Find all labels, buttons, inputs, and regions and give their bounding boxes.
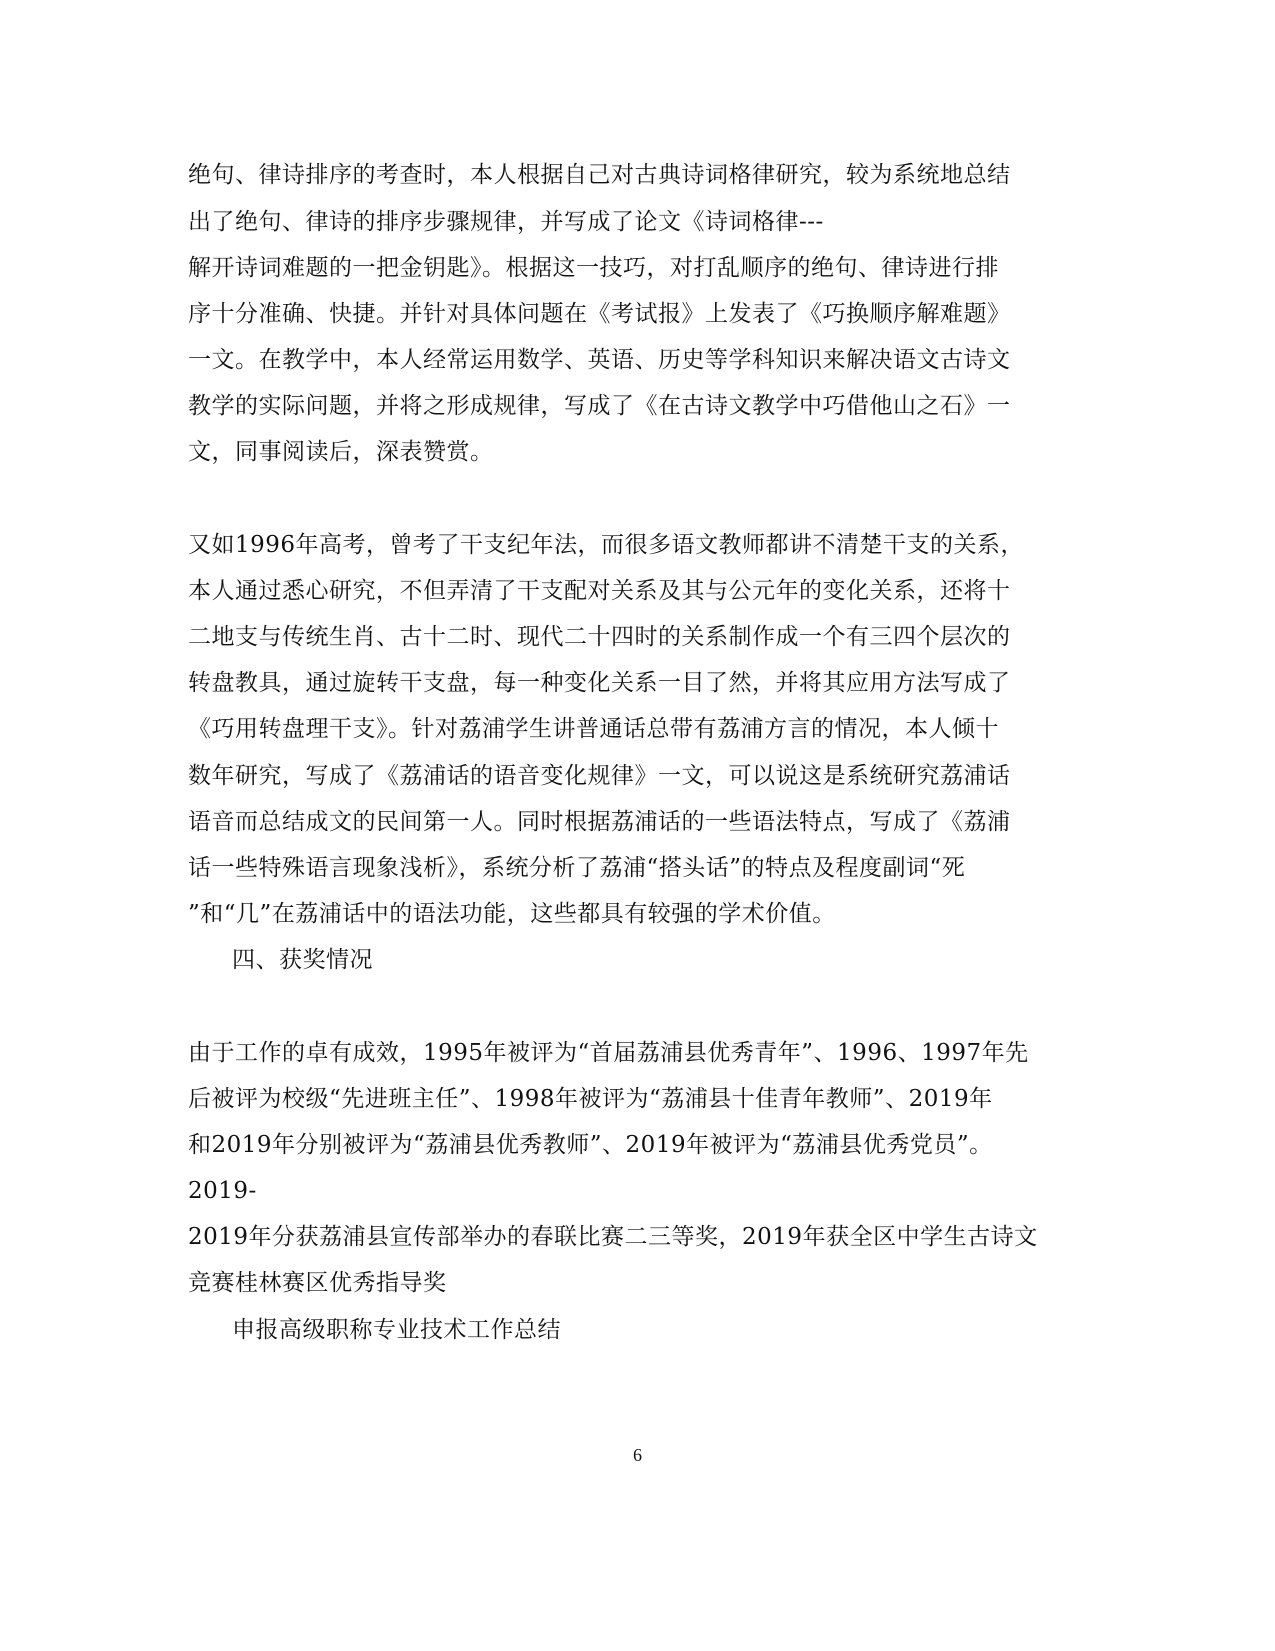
text-line: 由于工作的卓有成效，1995年被评为“首届荔浦县优秀青年”、1996、1997年先 bbox=[188, 1040, 1029, 1066]
text-line: 语音而总结成文的民间第一人。同时根据荔浦话的一些语法特点，写成了《荔浦 bbox=[188, 809, 1011, 835]
text-line: 一文。在教学中，本人经常运用数学、英语、历史等学科知识来解决语文古诗文 bbox=[188, 347, 1011, 373]
text-line: 二地支与传统生肖、古十二时、现代二十四时的关系制作成一个有三四个层次的 bbox=[188, 624, 1011, 650]
text-line: 后被评为校级“先进班主任”、1998年被评为“荔浦县十佳青年教师”、2019年 bbox=[188, 1086, 993, 1112]
text-line: 解开诗词难题的一把金钥匙》。根据这一技巧，对打乱顺序的绝句、律诗进行排 bbox=[188, 255, 999, 281]
text-line: 竞赛桂林赛区优秀指导奖 bbox=[188, 1270, 447, 1296]
text-line: 又如1996年高考，曾考了干支纪年法，而很多语文教师都讲不清楚干支的关系， bbox=[188, 532, 1025, 558]
text-line: 数年研究，写成了《荔浦话的语音变化规律》一文，可以说这是系统研究荔浦话 bbox=[188, 763, 1011, 789]
text-line: 和2019年分别被评为“荔浦县优秀教师”、2019年被评为“荔浦县优秀党员”。 bbox=[188, 1132, 993, 1158]
text-line: 绝句、律诗排序的考查时，本人根据自己对古典诗词格律研究，较为系统地总结 bbox=[188, 162, 1011, 188]
text-line: 《巧用转盘理干支》。针对荔浦学生讲普通话总带有荔浦方言的情况，本人倾十 bbox=[188, 716, 999, 742]
text-line: 转盘教具，通过旋转干支盘，每一种变化关系一目了然，并将其应用方法写成了 bbox=[188, 670, 1011, 696]
closing-title: 申报高级职称专业技术工作总结 bbox=[232, 1317, 561, 1343]
text-line: 2019年分获荔浦县宣传部举办的春联比赛二三等奖，2019年获全区中学生古诗文 bbox=[188, 1224, 1038, 1250]
text-line: 2019- bbox=[188, 1178, 257, 1204]
text-line: 教学的实际问题，并将之形成规律，写成了《在古诗文教学中巧借他山之石》一 bbox=[188, 393, 1011, 419]
text-line: 话一些特殊语言现象浅析》，系统分析了荔浦“搭头话”的特点及程度副词“死 bbox=[188, 855, 966, 881]
section-heading: 四、获奖情况 bbox=[232, 947, 373, 973]
page-number: 6 bbox=[633, 1445, 642, 1465]
text-line: 文，同事阅读后，深表赞赏。 bbox=[188, 439, 494, 465]
text-line: 序十分准确、快捷。并针对具体问题在《考试报》上发表了《巧换顺序解难题》 bbox=[188, 301, 1011, 327]
text-line: 本人通过悉心研究，不但弄清了干支配对关系及其与公元年的变化关系，还将十 bbox=[188, 578, 1011, 604]
text-line: 出了绝句、律诗的排序步骤规律，并写成了论文《诗词格律--- bbox=[188, 209, 824, 235]
text-line: ”和“几”在荔浦话中的语法功能，这些都具有较强的学术价值。 bbox=[188, 901, 836, 927]
